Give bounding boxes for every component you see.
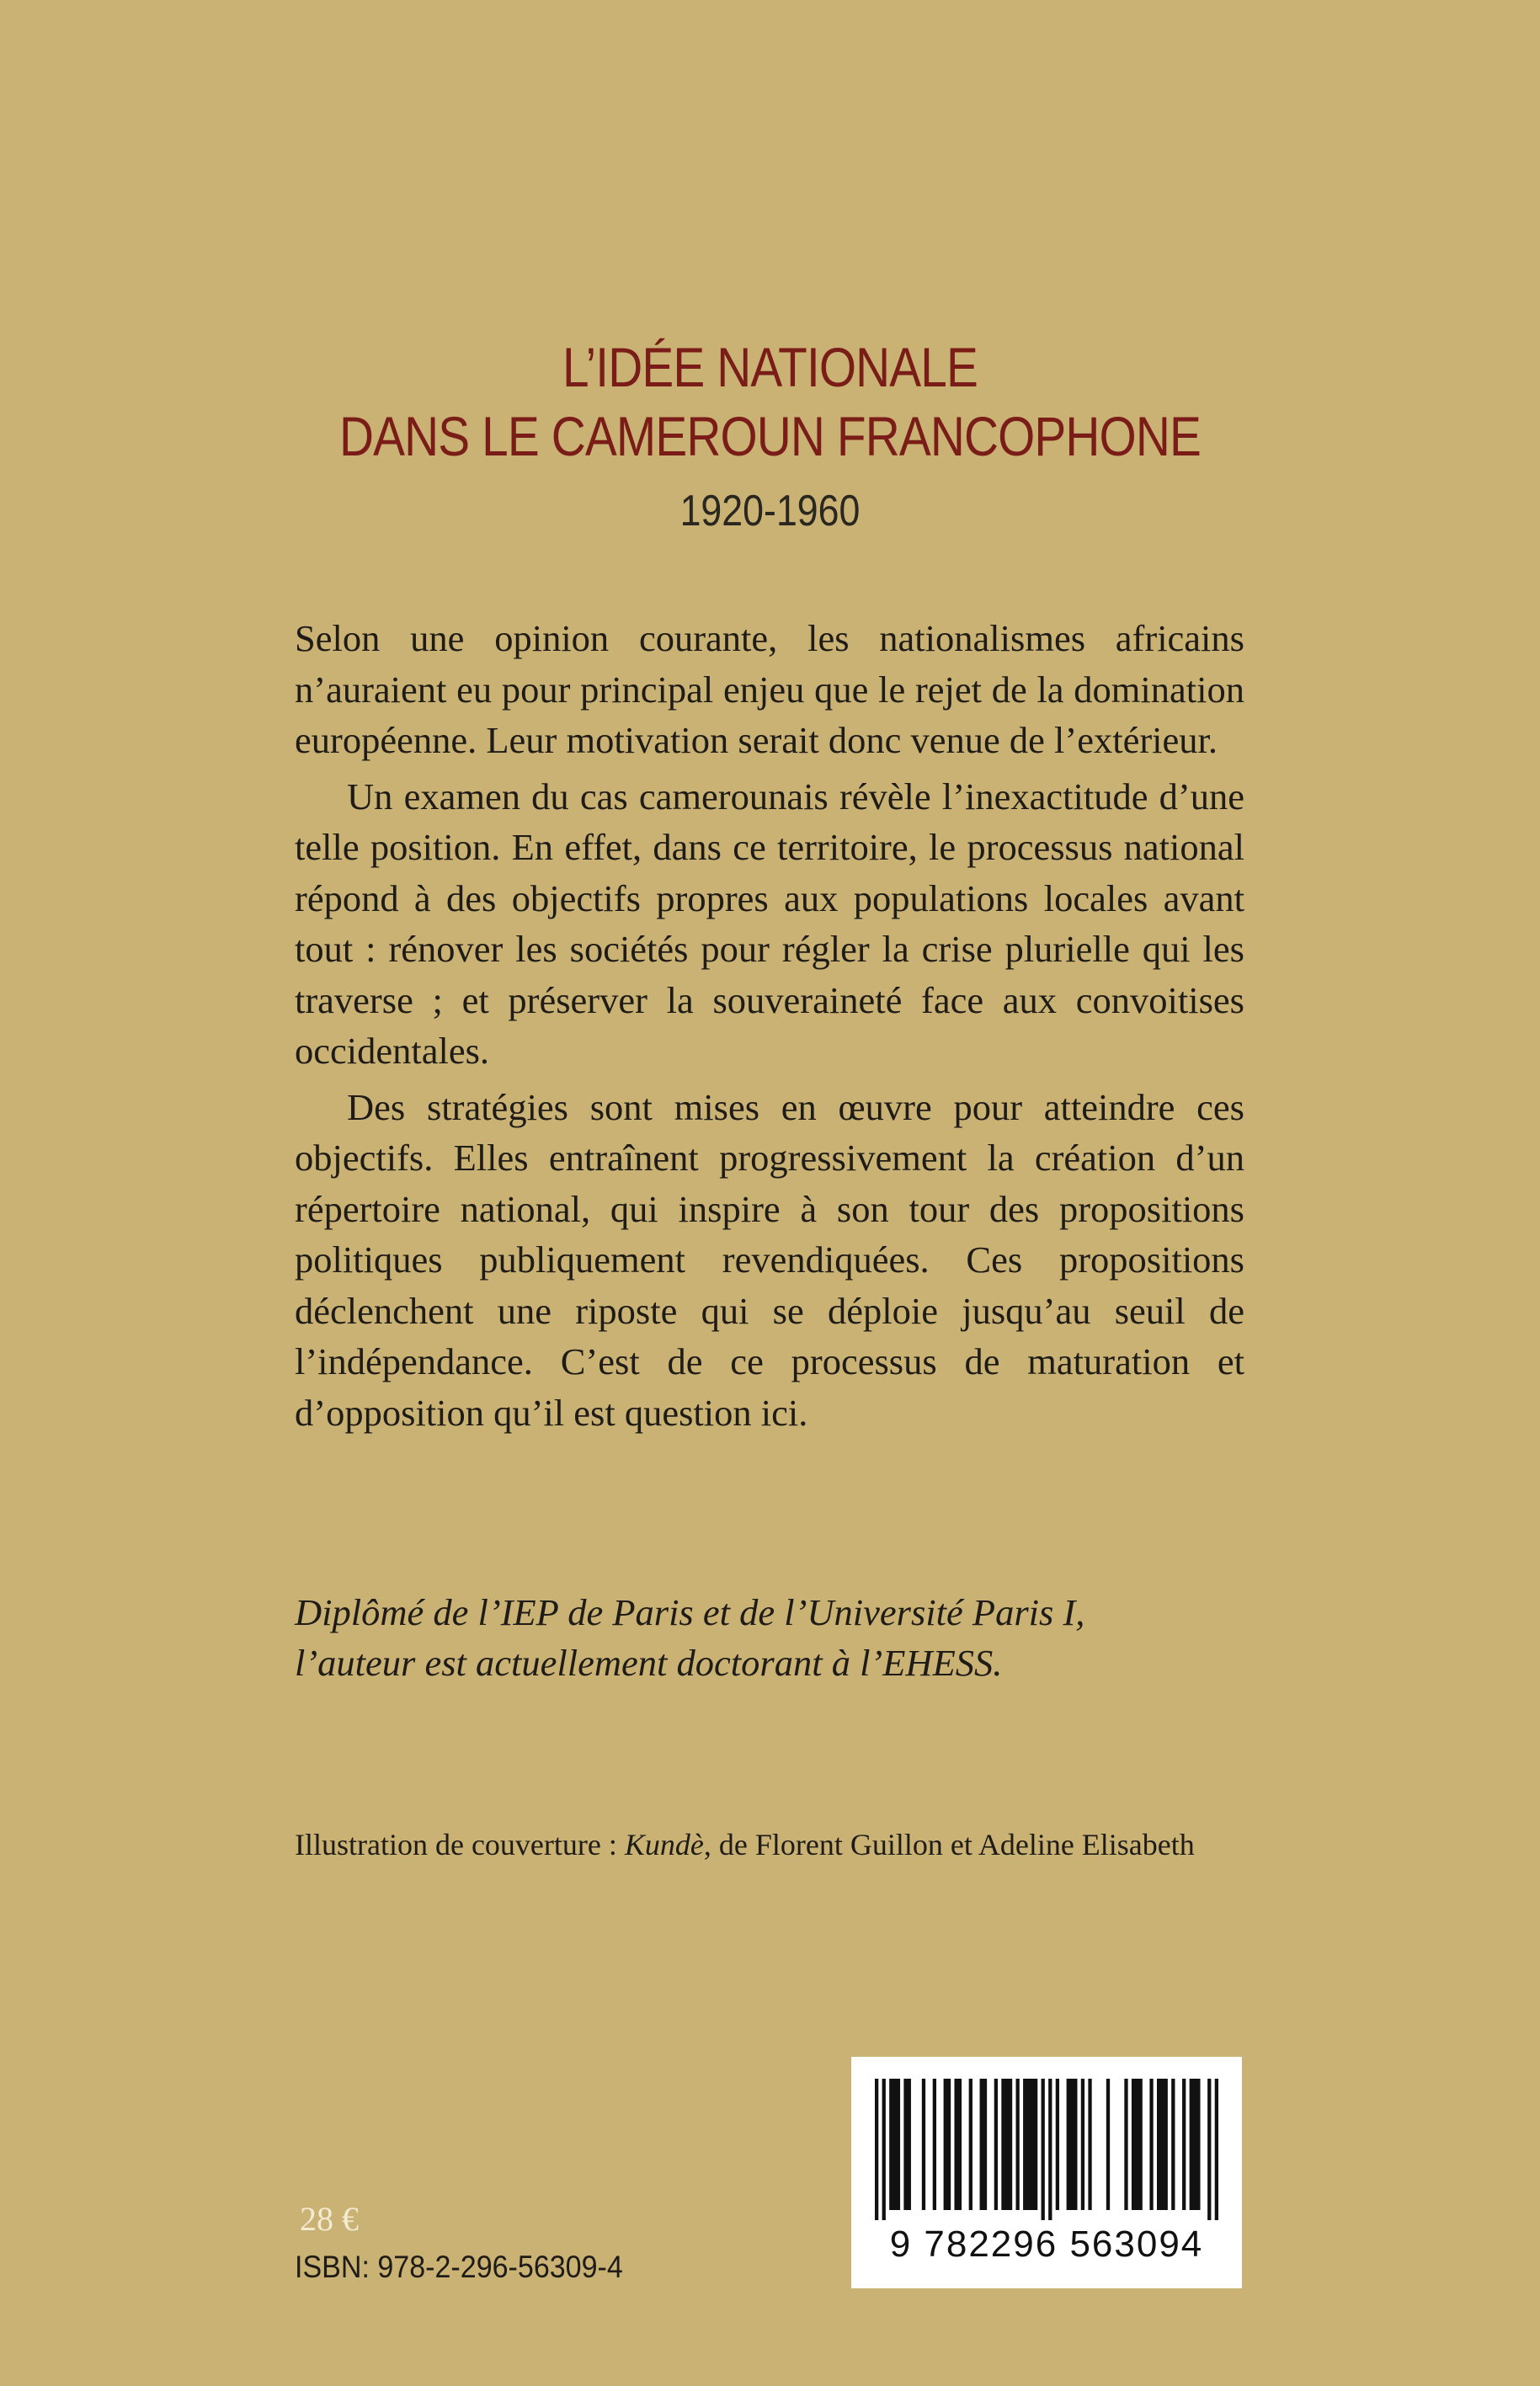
barcode-bar-4 xyxy=(922,2079,925,2210)
barcode-bar-7 xyxy=(954,2079,962,2210)
blurb-paragraph-3: Des stratégies sont mises en œuvre pour atteindre ces objectifs. Elles entraînent progressivement la création d’un répertoire national, qui inspire à son tour des propositions politiques publiquement revendiquées. Ces propositions déclenchent une riposte qui se déploie jusqu’au seuil de l’indépendance. C’est de ce processus de maturation et d’opposition qu’il est question ici. xyxy=(295,1085,1244,1434)
author-bio xyxy=(295,1587,1244,1688)
credit-prefix: Illustration de couverture : xyxy=(295,1828,625,1861)
author-bio-line-2: l’auteur est actuellement doctorant à l’EHESS. xyxy=(295,1642,1003,1684)
barcode-bar-19 xyxy=(1088,2079,1091,2210)
credit-suffix: , de Florent Guillon et Adeline Elisabeth xyxy=(703,1828,1195,1861)
barcode-bar-10 xyxy=(994,2079,998,2210)
barcode-bar-22 xyxy=(1132,2079,1143,2210)
barcode-bar-1 xyxy=(882,2079,886,2220)
barcode-bar-14 xyxy=(1042,2079,1045,2220)
price: 28 € xyxy=(300,2200,359,2238)
blurb-paragraph-1: Selon une opinion courante, les nationalismes africains n’auraient eu pour principal enjeu que le rejet de la domination européenne. Leur motivation serait donc venue de l’extérieur. xyxy=(295,617,1244,761)
book-title-line-1: L’IDÉE NATIONALE xyxy=(562,336,978,398)
barcode-bar-18 xyxy=(1081,2079,1084,2210)
barcode-bar-20 xyxy=(1106,2079,1110,2210)
barcode-bar-28 xyxy=(1207,2079,1211,2220)
barcode-bar-24 xyxy=(1157,2079,1168,2210)
barcode-bar-12 xyxy=(1015,2079,1019,2210)
author-bio-line-1: Diplômé de l’IEP de Paris et de l’Université Paris I, xyxy=(295,1591,1085,1633)
barcode-bar-17 xyxy=(1067,2079,1078,2210)
isbn: ISBN: 978-2-296-56309-4 xyxy=(295,2250,623,2284)
barcode-bar-6 xyxy=(944,2079,951,2210)
book-title-line-2: DANS LE CAMEROUN FRANCOPHONE xyxy=(339,405,1201,467)
book-years: 1920-1960 xyxy=(679,487,861,535)
barcode xyxy=(851,2057,1242,2288)
blurb-paragraph-2: Un examen du cas camerounais révèle l’inexactitude d’une telle position. En effet, dans ce territoire, le processus national répond à des objectifs propres aux populations locales avant tout : rénover les sociétés pour régler la crise plurielle qui les traverse ; et préserver la souveraineté face aux convoitises occidentales. xyxy=(295,775,1244,1072)
barcode-bar-16 xyxy=(1056,2079,1059,2210)
barcode-bar-29 xyxy=(1215,2079,1218,2220)
barcode-bar-27 xyxy=(1190,2079,1201,2210)
barcode-bar-11 xyxy=(1001,2079,1012,2210)
barcode-bar-8 xyxy=(969,2079,972,2210)
blurb xyxy=(295,613,1244,1438)
barcode-bar-26 xyxy=(1182,2079,1186,2210)
barcode-bar-2 xyxy=(889,2079,900,2210)
barcode-bar-9 xyxy=(980,2079,988,2210)
title-block xyxy=(0,333,1540,536)
barcode-bar-23 xyxy=(1149,2079,1153,2210)
barcode-bar-3 xyxy=(903,2079,911,2210)
cover-illustration-credit xyxy=(295,1827,1195,1862)
barcode-bar-25 xyxy=(1171,2079,1175,2210)
barcode-bar-21 xyxy=(1124,2079,1127,2210)
barcode-bar-5 xyxy=(933,2079,936,2210)
barcode-bar-13 xyxy=(1023,2079,1037,2210)
credit-work-title: Kundè xyxy=(624,1828,704,1861)
barcode-bar-0 xyxy=(875,2079,878,2220)
barcode-bar-15 xyxy=(1048,2079,1052,2220)
barcode-bars xyxy=(875,2079,1218,2220)
barcode-digits: 9 782296 563094 xyxy=(889,2224,1204,2265)
